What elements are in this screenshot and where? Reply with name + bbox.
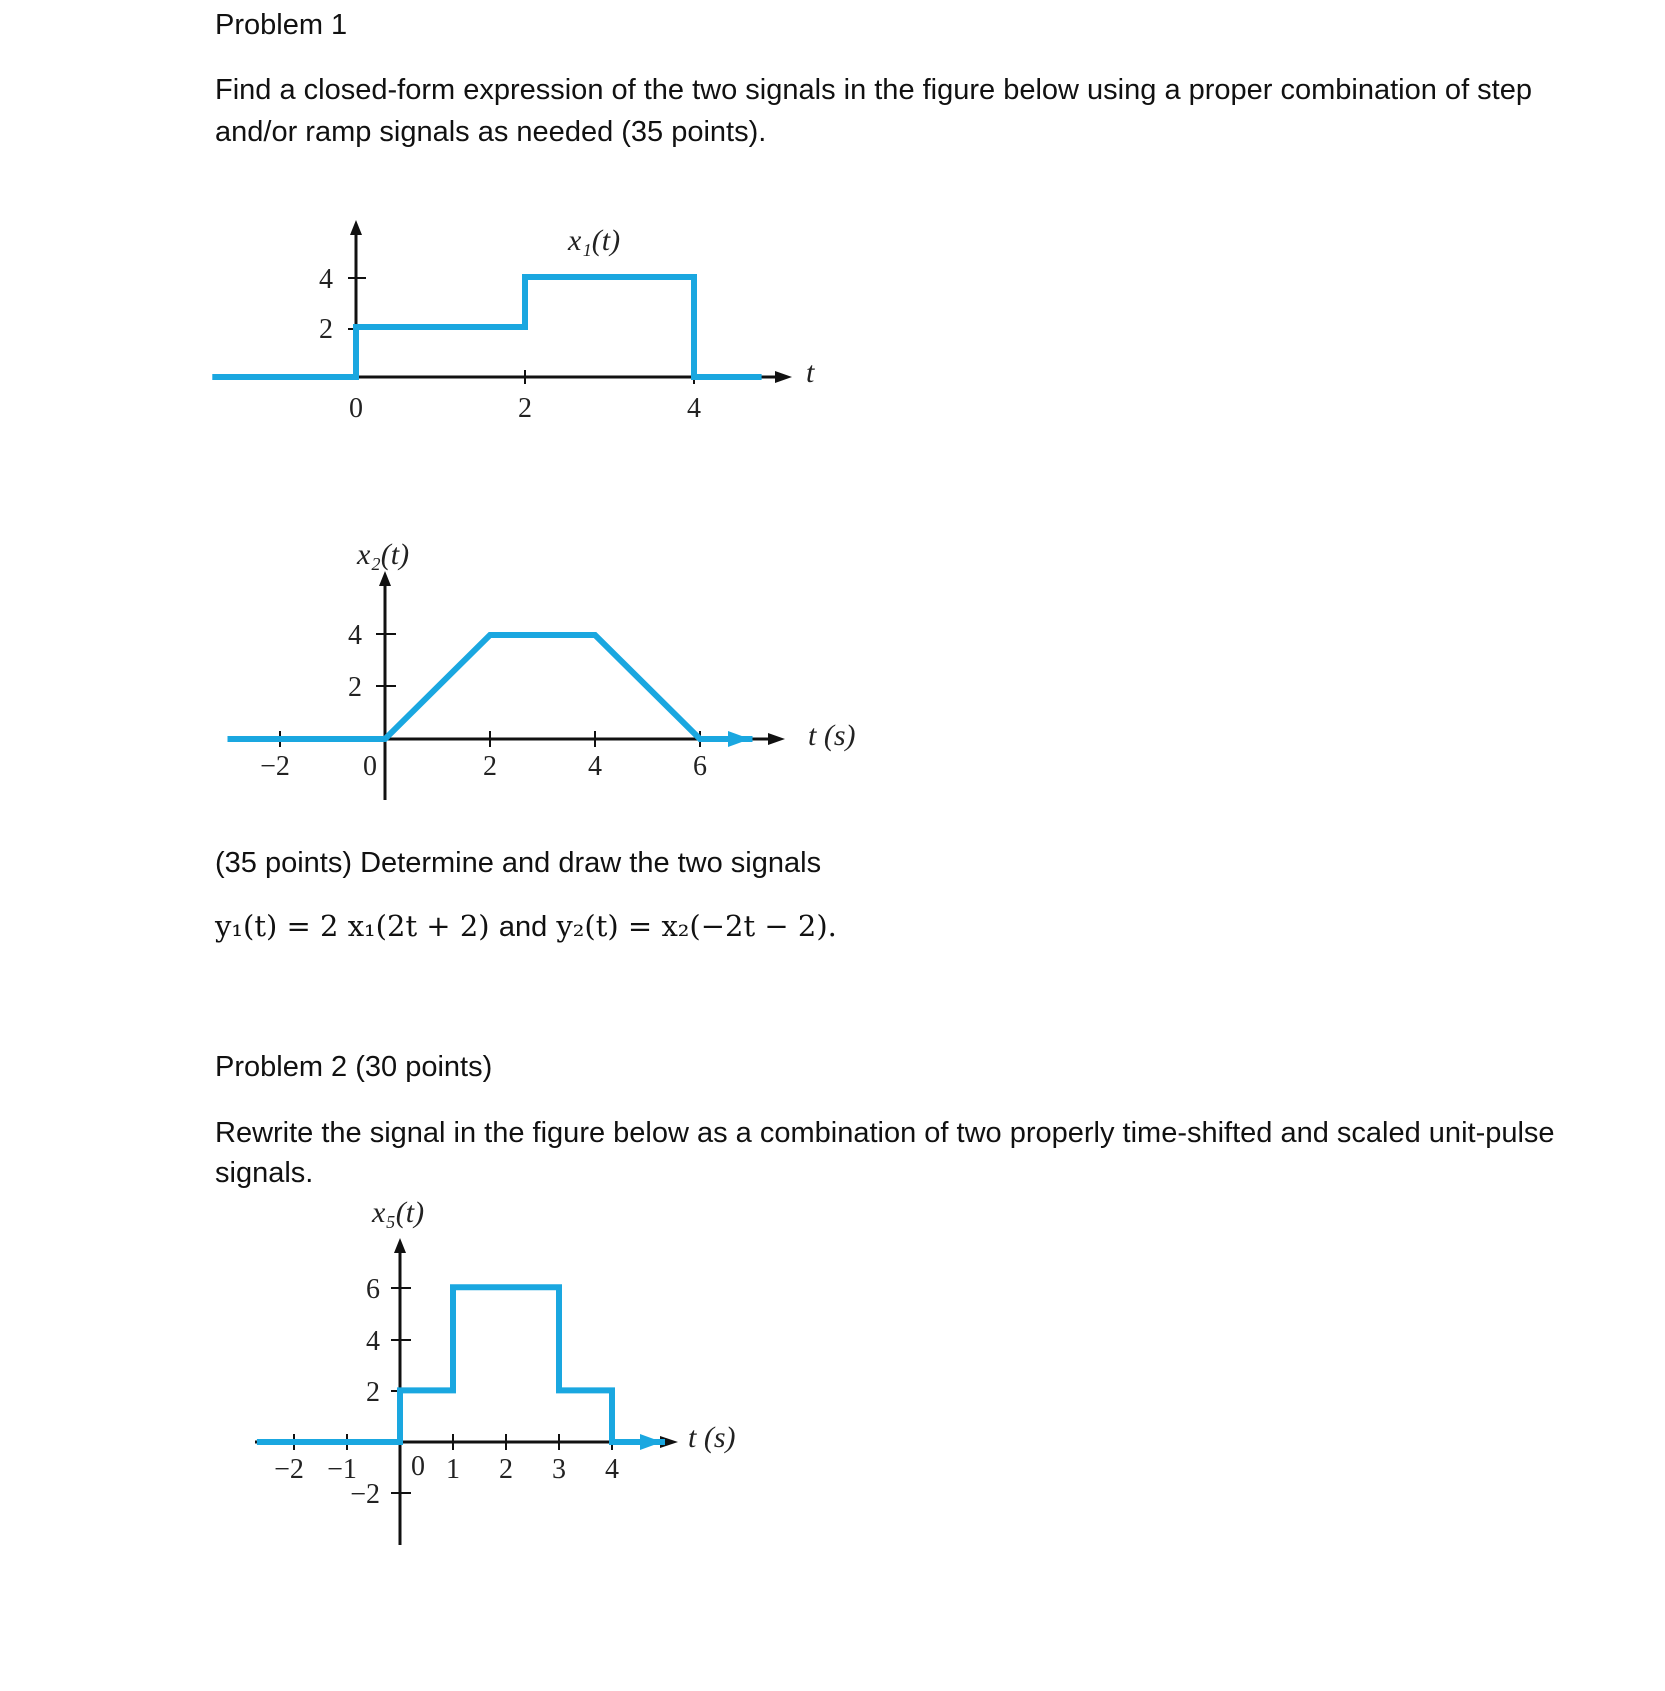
x1-ytick-label: 4: [319, 264, 333, 295]
x2-xtick-label: 4: [588, 751, 602, 782]
x1-xlabel: t: [806, 356, 815, 389]
equation-y2: y₂(t) = x₂(−2t − 2).: [556, 909, 837, 943]
x2-xtick-label: 0: [363, 751, 377, 782]
x1-xtick-label: 2: [518, 393, 532, 424]
x1-signal-line: [212, 277, 761, 377]
equation-and: and: [498, 911, 548, 943]
problem1-body: Find a closed-form expression of the two signals in the figure below using a proper combination of step and/or ramp signals as needed (35 points).: [215, 74, 1532, 148]
problem2-body: Rewrite the signal in the figure below as a combination of two properly time-shifted and scaled unit-pulse signals.: [215, 1117, 1555, 1189]
x5-xtick-label: 4: [605, 1454, 619, 1485]
problem2-title: Problem 2 (30 points): [215, 1051, 493, 1083]
problem1-title: Problem 1: [215, 9, 348, 41]
x5-signal-line: [257, 1287, 665, 1442]
x5-xtick-label: 1: [446, 1454, 460, 1485]
x5-ytick-label: 6: [366, 1274, 380, 1305]
x2-y-axis-arrow: [379, 571, 391, 586]
x5-xtick-label: 3: [552, 1454, 566, 1485]
x5-ytick-label: 4: [366, 1326, 380, 1357]
x5-title: x₅(t): [372, 1196, 425, 1229]
x2-title: x₂(t): [357, 538, 410, 571]
x2-signal-line: [228, 635, 753, 739]
x2-ytick-label: 4: [348, 620, 362, 651]
x1-y-axis-arrow: [350, 220, 362, 235]
x2-ytick-label: 2: [348, 672, 362, 703]
x2-signal-arrow: [728, 731, 750, 747]
x5-signal-arrow: [640, 1434, 662, 1450]
x1-xtick-label: 4: [687, 393, 701, 424]
x1-ytick-label: 2: [319, 314, 333, 345]
x2-xtick-label: 2: [483, 751, 497, 782]
x5-xtick-label: −2: [274, 1454, 304, 1485]
x1-x-axis-arrow: [775, 371, 792, 383]
equation-y1: y₁(t) = 2 x₁(2t + 2): [215, 909, 490, 943]
problem1-equation: [215, 905, 837, 948]
x2-xtick-label: −2: [260, 751, 290, 782]
figure-x1: [0, 210, 900, 440]
x5-xtick-label: 2: [499, 1454, 513, 1485]
x1-xtick-label: 0: [349, 393, 363, 424]
x5-xlabel: t (s): [688, 1421, 736, 1454]
x5-y-axis-arrow: [394, 1238, 406, 1253]
x2-xlabel: t (s): [808, 719, 856, 752]
x2-xtick-label: 6: [693, 751, 707, 782]
figure-x5: [0, 1196, 900, 1560]
x5-ytick-label: 2: [366, 1377, 380, 1408]
figure-x2: [0, 535, 900, 825]
x5-xtick-label: −1: [327, 1454, 357, 1485]
x5-xtick-label: 0: [411, 1451, 425, 1482]
problem1-task: (35 points) Determine and draw the two signals: [215, 847, 822, 879]
x2-x-axis-arrow: [768, 733, 785, 745]
x1-title: x₁(t): [568, 224, 621, 257]
x5-ytick-label: −2: [350, 1479, 380, 1510]
